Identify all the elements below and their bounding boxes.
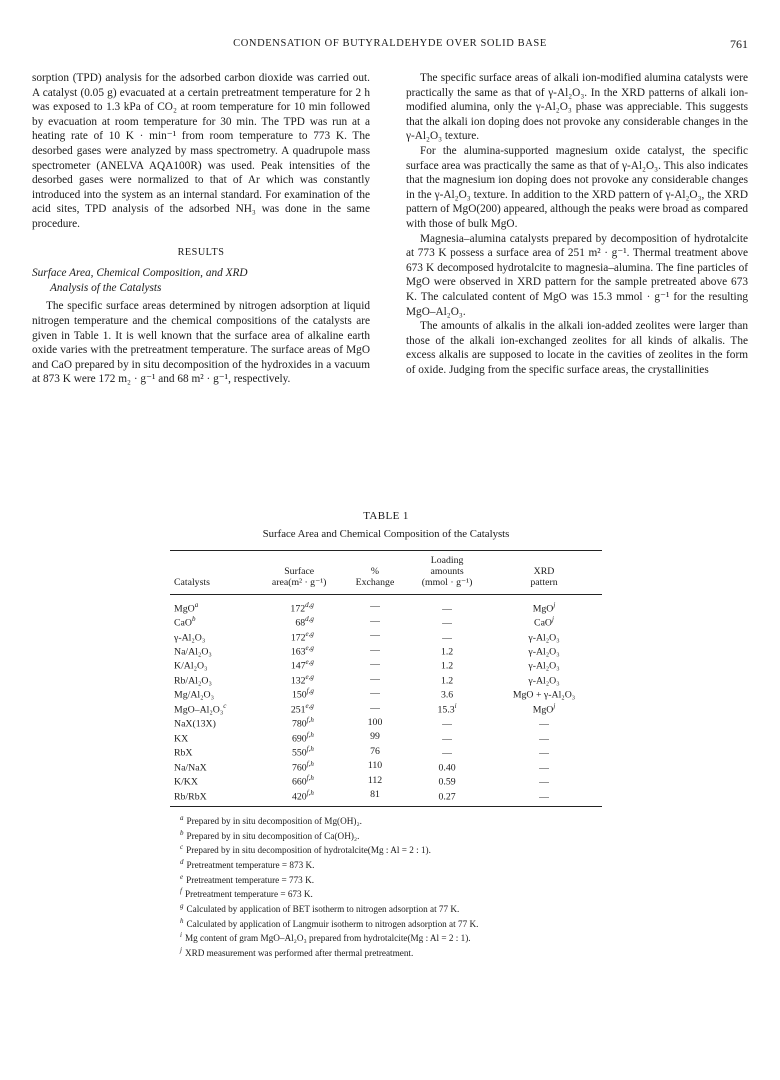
- cell-exchange-value: —: [370, 615, 380, 627]
- cell-catalyst-value: KX: [174, 733, 189, 745]
- cell-loading: [408, 657, 486, 671]
- cell-loading: [408, 686, 486, 700]
- cell-surface-area-value: 690: [291, 733, 307, 745]
- cell-xrd: [486, 773, 602, 787]
- cell-xrd-value: —: [539, 718, 549, 730]
- cell-surface-area-value: 68: [295, 617, 306, 629]
- cell-xrd-value: MgO: [532, 602, 554, 614]
- cell-surface-area-footnote-mark: e,g: [305, 658, 314, 667]
- cell-exchange: [342, 686, 408, 700]
- cell-surface-area-footnote-mark: f,h: [306, 759, 314, 768]
- table-row: [170, 759, 602, 773]
- cell-loading: [408, 614, 486, 628]
- cell-exchange: [342, 657, 408, 671]
- cell-exchange-value: 76: [370, 745, 380, 757]
- cell-xrd-value: γ-Al₂O₃: [528, 646, 560, 658]
- cell-xrd: [486, 715, 602, 729]
- left-column: [32, 71, 370, 387]
- cell-catalyst-value: RbX: [174, 747, 193, 759]
- cell-surface-area-footnote-mark: e,g: [305, 672, 314, 681]
- table-row: [170, 715, 602, 729]
- right-paragraph-3: Magnesia–alumina catalysts prepared by decomposition of hydrotalcite at 773 K possess a surface area of 251 m² · g⁻¹. Thermal treatment above 673 K decomposed hydrotalcite to magnesia–alumina. The fine particles of MgO were observed in XRD pattern for the sample pretreated above 673 K. The calculated content of MgO was 15.3 mmol · g⁻¹ for the resulting MgO–Al₂O₃.: [406, 232, 748, 318]
- page-header: [32, 38, 748, 56]
- cell-surface-area-footnote-mark: f,h: [306, 774, 314, 783]
- cell-catalyst-value: Rb/Al₂O₃: [174, 675, 212, 687]
- cell-exchange: [342, 773, 408, 787]
- footnote-mark: d: [180, 858, 184, 867]
- cell-surface-area: [256, 744, 341, 758]
- cell-surface-area: [256, 629, 341, 643]
- cell-exchange: [342, 788, 408, 807]
- footnote-mark: a: [180, 814, 184, 823]
- cell-surface-area-footnote-mark: e,g: [305, 629, 314, 638]
- table-row: [170, 614, 602, 628]
- header-xrd: XRD: [533, 566, 555, 578]
- cell-exchange-value: —: [370, 601, 380, 613]
- cell-exchange: [342, 759, 408, 773]
- cell-xrd-value: γ-Al₂O₃: [528, 631, 560, 643]
- cell-xrd: [486, 657, 602, 671]
- cell-xrd-value: —: [539, 776, 549, 788]
- cell-catalyst: [170, 629, 256, 643]
- header-percent: %: [370, 566, 380, 578]
- footnote: [180, 886, 602, 901]
- cell-exchange: [342, 629, 408, 643]
- cell-surface-area: [256, 672, 341, 686]
- footnote-mark: i: [180, 931, 182, 940]
- cell-catalyst: [170, 686, 256, 700]
- cell-exchange-value: —: [370, 644, 380, 656]
- footnote-text: Prepared by in situ decomposition of hydrotalcite(Mg : Al = 2 : 1).: [186, 845, 431, 856]
- cell-surface-area-value: 150: [291, 689, 307, 701]
- footnote: [180, 872, 602, 887]
- cell-exchange: [342, 715, 408, 729]
- running-title: CONDENSATION OF BUTYRALDEHYDE OVER SOLID BASE: [233, 38, 547, 49]
- right-paragraph-1: The specific surface areas of alkali ion-modified alumina catalysts were practically the same as that of γ-Al₂O₃. In the XRD patterns of alkali ion-modified alumina, only the γ-Al₂O₃ phase was appreciable. This suggests that the alkali ion doping does not provoke any considerable changes in the γ-Al₂O₃ texture.: [406, 72, 748, 143]
- cell-xrd: [486, 759, 602, 773]
- footnote: [180, 901, 602, 916]
- footnote-text: Pretreatment temperature = 673 K.: [184, 889, 313, 900]
- table-row: [170, 629, 602, 643]
- cell-exchange-value: —: [370, 702, 380, 714]
- subsection-heading-line-2: Analysis of the Catalysts: [50, 281, 162, 294]
- cell-loading-value: —: [442, 747, 452, 759]
- right-paragraph-2: For the alumina-supported magnesium oxide catalyst, the specific surface area was practically the same as that of γ-Al₂O₃. This also indicates that the magnesium ion doping does not provoke any considerable changes in the γ-Al₂O₃ texture. In addition to the XRD pattern of γ-Al₂O₃, the XRD pattern of MgO(200) appeared, although the peaks were broad as compared with those of bulk MgO.: [406, 144, 748, 230]
- cell-xrd: [486, 686, 602, 700]
- cell-loading: [408, 629, 486, 643]
- footnote-text: Prepared by in situ decomposition of Ca(OH)₂.: [186, 830, 360, 841]
- cell-surface-area-footnote-mark: e,g: [305, 701, 314, 710]
- footnote-mark: c: [180, 843, 184, 852]
- footnote-mark: b: [180, 828, 184, 837]
- cell-catalyst: [170, 759, 256, 773]
- page-number: 761: [730, 37, 748, 51]
- cell-xrd: [486, 614, 602, 628]
- table-row: [170, 643, 602, 657]
- cell-loading-value: —: [442, 631, 452, 643]
- cell-surface-area-value: 660: [291, 776, 307, 788]
- cell-surface-area-footnote-mark: f,h: [306, 745, 314, 754]
- cell-loading: [408, 715, 486, 729]
- cell-catalyst-value: γ-Al₂O₃: [174, 631, 206, 643]
- cell-loading: [408, 701, 486, 715]
- cell-exchange-value: 81: [370, 789, 380, 801]
- footnote: [180, 916, 602, 931]
- cell-xrd-value: MgO + γ-Al₂O₃: [512, 689, 576, 701]
- cell-loading-value: 0.27: [438, 790, 456, 802]
- cell-catalyst-value: K/Al₂O₃: [174, 660, 208, 672]
- header-exchange: Exchange: [342, 577, 408, 594]
- cell-xrd: [486, 730, 602, 744]
- footnote: [180, 857, 602, 872]
- cell-exchange: [342, 744, 408, 758]
- cell-surface-area-footnote-mark: f,g: [306, 687, 314, 696]
- table-body: [170, 594, 602, 807]
- footnote-mark: e: [180, 872, 184, 881]
- cell-catalyst-footnote-mark: b: [191, 615, 196, 624]
- table-row: [170, 773, 602, 787]
- cell-surface-area: [256, 614, 341, 628]
- cell-surface-area: [256, 657, 341, 671]
- cell-loading: [408, 773, 486, 787]
- cell-catalyst: [170, 614, 256, 628]
- cell-catalyst-value: Mg/Al₂O₃: [174, 689, 215, 701]
- right-paragraph-4: The amounts of alkalis in the alkali ion-added zeolites were larger than those of the alkali ion-exchanged zeolites for all kinds of alkalis. The excess alkalis are supposed to locate in the cavities of zeolites in the form of oxide. Judging from the specific surface areas, the crystallinities: [406, 320, 748, 376]
- cell-surface-area-footnote-mark: e,g: [305, 644, 314, 653]
- cell-loading-value: —: [442, 733, 452, 745]
- cell-surface-area: [256, 788, 341, 807]
- footnote-text: Pretreatment temperature = 873 K.: [186, 860, 315, 871]
- footnote: [180, 813, 602, 828]
- cell-catalyst: [170, 715, 256, 729]
- cell-surface-area: [256, 686, 341, 700]
- cell-loading-value: —: [442, 617, 452, 629]
- cell-loading: [408, 759, 486, 773]
- cell-loading: [408, 788, 486, 807]
- cell-exchange-value: 100: [367, 716, 383, 728]
- cell-surface-area-value: 550: [291, 747, 307, 759]
- cell-exchange-value: 112: [367, 774, 383, 786]
- cell-catalyst-value: Na/Al₂O₃: [174, 646, 212, 658]
- cell-surface-area-value: 132: [290, 675, 306, 687]
- catalyst-table: [170, 550, 602, 807]
- cell-surface-area-footnote-mark: d,g: [305, 600, 314, 609]
- header-amounts: amounts: [430, 566, 464, 578]
- cell-loading-value: 15.3: [437, 704, 455, 716]
- cell-exchange-value: —: [370, 630, 380, 642]
- cell-loading-value: 1.2: [440, 660, 454, 672]
- table-footnotes: [170, 813, 602, 960]
- cell-surface-area-footnote-mark: f,h: [306, 730, 314, 739]
- cell-xrd-value: γ-Al₂O₃: [528, 660, 560, 672]
- table-row: [170, 686, 602, 700]
- cell-xrd-value: —: [539, 733, 549, 745]
- table-row: [170, 744, 602, 758]
- footnote-mark: f: [180, 887, 182, 896]
- cell-exchange: [342, 672, 408, 686]
- cell-surface-area: [256, 715, 341, 729]
- cell-catalyst: [170, 730, 256, 744]
- cell-catalyst: [170, 744, 256, 758]
- cell-loading-value: —: [442, 718, 452, 730]
- cell-surface-area-value: 251: [290, 704, 306, 716]
- cell-xrd-value: —: [539, 747, 549, 759]
- table-row: [170, 657, 602, 671]
- table-row: [170, 701, 602, 715]
- footnote-text: Calculated by application of Langmuir isotherm to nitrogen adsorption at 77 K.: [186, 918, 479, 929]
- footnote-text: Pretreatment temperature = 773 K.: [186, 874, 314, 885]
- header-loading-unit: (mmol · g⁻¹): [408, 577, 486, 594]
- cell-catalyst-value: CaO: [174, 617, 192, 629]
- cell-catalyst: [170, 773, 256, 787]
- header-surface: Surface: [284, 566, 315, 578]
- footnote-mark: j: [180, 946, 182, 955]
- cell-surface-area-value: 172: [290, 631, 306, 643]
- cell-xrd: [486, 788, 602, 807]
- cell-surface-area: [256, 759, 341, 773]
- right-column: [406, 71, 748, 377]
- cell-surface-area-footnote-mark: f,h: [306, 716, 314, 725]
- cell-exchange: [342, 730, 408, 744]
- cell-catalyst: [170, 657, 256, 671]
- cell-xrd-footnote-mark: j: [552, 615, 554, 624]
- table-row: [170, 788, 602, 807]
- cell-catalyst-value: MgO–Al₂O₃: [174, 704, 224, 716]
- cell-exchange: [342, 594, 408, 614]
- cell-surface-area-value: 760: [291, 762, 307, 774]
- cell-xrd: [486, 701, 602, 715]
- cell-exchange: [342, 643, 408, 657]
- cell-exchange-value: —: [370, 659, 380, 671]
- cell-surface-area-value: 780: [291, 718, 307, 730]
- cell-surface-area-footnote-mark: f,h: [306, 788, 314, 797]
- footnote: [180, 828, 602, 843]
- cell-xrd-footnote-mark: j: [553, 701, 556, 710]
- cell-catalyst-value: Rb/RbX: [174, 790, 207, 802]
- cell-catalyst-value: Na/NaX: [174, 762, 207, 774]
- cell-loading: [408, 744, 486, 758]
- cell-loading: [408, 643, 486, 657]
- footnote-mark: h: [180, 916, 184, 925]
- header-loading: Loading: [408, 551, 486, 567]
- cell-loading-value: 0.40: [438, 762, 456, 774]
- cell-catalyst-value: NaX(13X): [174, 718, 216, 730]
- cell-surface-area: [256, 594, 341, 614]
- cell-loading-value: 1.2: [440, 646, 454, 658]
- cell-exchange-value: 110: [367, 760, 383, 772]
- cell-loading: [408, 672, 486, 686]
- cell-loading-value: —: [442, 602, 452, 614]
- cell-xrd-value: —: [539, 790, 549, 802]
- cell-xrd-value: —: [539, 762, 549, 774]
- footnote-text: Mg content of gram MgO–Al₂O₃ prepared from hydrotalcite(Mg : Al = 2 : 1).: [184, 933, 471, 944]
- footnote-text: Prepared by in situ decomposition of Mg(OH)₂.: [186, 816, 362, 827]
- cell-exchange-value: 99: [370, 731, 380, 743]
- footnote-mark: g: [180, 902, 184, 911]
- cell-surface-area: [256, 773, 341, 787]
- cell-xrd-value: MgO: [532, 704, 554, 716]
- table-row: [170, 672, 602, 686]
- subsection-heading-line-1: Surface Area, Chemical Composition, and XRD: [32, 267, 248, 280]
- section-heading-results: RESULTS: [177, 246, 225, 258]
- cell-exchange: [342, 701, 408, 715]
- table-row: [170, 594, 602, 614]
- cell-loading: [408, 730, 486, 744]
- cell-catalyst-footnote-mark: c: [223, 701, 227, 710]
- cell-loading-value: 3.6: [440, 689, 454, 701]
- cell-catalyst: [170, 788, 256, 807]
- cell-xrd: [486, 744, 602, 758]
- cell-surface-area-value: 147: [290, 660, 306, 672]
- cell-loading-value: 1.2: [440, 675, 454, 687]
- cell-catalyst: [170, 594, 256, 614]
- cell-exchange-value: —: [370, 673, 380, 685]
- footnote: [180, 842, 602, 857]
- cell-xrd-value: γ-Al₂O₃: [528, 675, 560, 687]
- cell-loading-value: 0.59: [438, 776, 456, 788]
- table-row: [170, 730, 602, 744]
- cell-catalyst-value: K/KX: [174, 776, 198, 788]
- subsection-heading: [32, 266, 370, 295]
- cell-xrd: [486, 672, 602, 686]
- cell-surface-area-value: 172: [290, 602, 306, 614]
- cell-surface-area-footnote-mark: d,g: [305, 615, 314, 624]
- cell-xrd: [486, 629, 602, 643]
- table-1: [170, 510, 602, 960]
- cell-xrd-footnote-mark: j: [553, 600, 556, 609]
- cell-surface-area-value: 420: [291, 790, 307, 802]
- cell-xrd: [486, 594, 602, 614]
- cell-surface-area: [256, 701, 341, 715]
- footnote-text: Calculated by application of BET isotherm to nitrogen adsorption at 77 K.: [186, 904, 460, 915]
- cell-xrd-value: CaO: [534, 617, 553, 629]
- header-catalysts: Catalysts: [170, 577, 256, 594]
- cell-exchange-value: —: [370, 688, 380, 700]
- cell-surface-area: [256, 730, 341, 744]
- footnote-text: XRD measurement was performed after thermal pretreatment.: [184, 948, 414, 959]
- cell-xrd: [486, 643, 602, 657]
- cell-catalyst: [170, 672, 256, 686]
- cell-loading-footnote-mark: i: [454, 701, 457, 710]
- cell-loading: [408, 594, 486, 614]
- cell-catalyst: [170, 643, 256, 657]
- table-label: TABLE 1: [363, 510, 409, 522]
- cell-exchange: [342, 614, 408, 628]
- cell-catalyst-footnote-mark: a: [194, 600, 199, 609]
- left-paragraph-1: sorption (TPD) analysis for the adsorbed carbon dioxide was carried out. A catalyst (0.05 g) evacuated at a certain pretreatment temperature for 2 h was exposed to 1.3 kPa of CO₂ at room temperature for 10 min followed by evacuation at room temperature for 30 min. The TPD was run at a heating rate of 10 K · min⁻¹ from room temperature to 773 K. The desorbed gases were analyzed by mass spectrometry. A quadrupole mass spectrometer (ANELVA AQA100R) was used. Peak intensities of the desorbed gases were normalized to that of Ar which was constantly introduced into the system as an internal standard. For examination of the acid sites, TPD analysis of the adsorbed NH₃ was done in the same procedure.: [32, 72, 370, 230]
- table-title: Surface Area and Chemical Composition of the Catalysts: [262, 528, 510, 540]
- cell-catalyst-value: MgO: [174, 602, 195, 614]
- footnote: [180, 930, 602, 945]
- footnote: [180, 945, 602, 960]
- header-area-unit: area(m² · g⁻¹): [256, 577, 341, 594]
- cell-surface-area-value: 163: [290, 646, 306, 658]
- header-pattern: pattern: [486, 577, 602, 594]
- cell-catalyst: [170, 701, 256, 715]
- cell-surface-area: [256, 643, 341, 657]
- left-paragraph-2: The specific surface areas determined by nitrogen adsorption at liquid nitrogen temperature and the chemical compositions of the catalysts are given in Table 1. It is well known that the surface area of alkaline earth oxide varies with the pretreatment temperature. The surface areas of MgO and CaO prepared by in situ decomposition of the hydroxides in a vacuum at 873 K were 172 m₂ · g⁻¹ and 68 m² · g⁻¹, respectively.: [32, 300, 370, 386]
